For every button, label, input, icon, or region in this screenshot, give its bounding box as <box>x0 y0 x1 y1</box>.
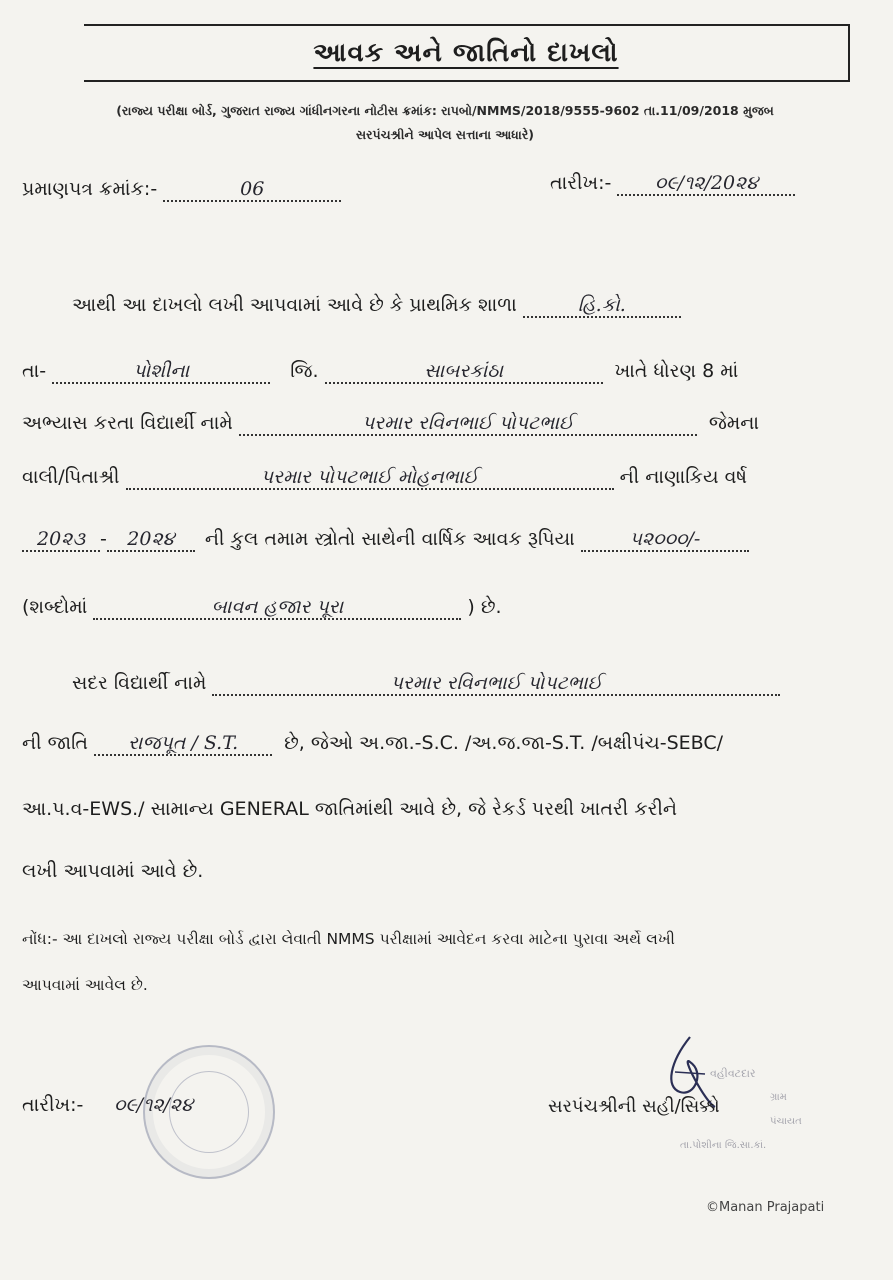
income-words-value: બાવન હજાર પૂરા <box>93 596 461 620</box>
body-line-4 <box>22 466 747 490</box>
certificate-number-value: 06 <box>163 178 341 202</box>
guardian-name-value: પરમાર પોપટભાઈ મોહનભાઈ <box>126 466 614 490</box>
body-line-3 <box>22 412 759 436</box>
certificate-date-label: તારીખ:- <box>550 172 612 194</box>
subtitle-line-2: સરપંચશ્રીને આપેલ સત્તાના આધારે) <box>355 127 535 142</box>
income-value: ૫૨૦૦૦/- <box>581 528 749 552</box>
body-line-10: લખી આપવામાં આવે છે. <box>22 860 204 882</box>
whose-text: જેમના <box>708 412 760 434</box>
body-line-9: આ.પ.વ-EWS./ સામાન્ય GENERAL જાતિમાંથી આવે છે, જે રેકર્ડ પરથી ખાતરી કરીને <box>22 798 678 820</box>
income-text: ની કુલ તમામ સ્ત્રોતો સાથેની વાર્ષિક આવક રૂપિયા <box>204 528 575 550</box>
sarpanch-signature-label: સરપંચશ્રીની સહી/સિક્કો <box>548 1096 720 1117</box>
year-from-value: 20૨૩ <box>22 528 100 552</box>
certificate-date-row <box>550 172 795 196</box>
certificate-number-label: પ્રમાણપત્ર ક્રમાંક:- <box>22 178 158 200</box>
body-line-2 <box>22 360 738 384</box>
district-value: સાબરકાંઠા <box>325 360 603 384</box>
caste-value: રાજપૂત / S.T. <box>94 732 272 756</box>
student-name-label: અભ્યાસ કરતા વિદ્યાર્થી નામે <box>22 412 233 434</box>
caste-label: ની જાતિ <box>22 732 89 754</box>
stamp-line-3: તા.પોશીના જિ.સા.કાં. <box>680 1140 767 1151</box>
income-words-label: (શબ્દોમાં <box>22 596 88 618</box>
copyright-text: ©Manan Prajapati <box>706 1200 825 1215</box>
body-line-7 <box>72 672 780 696</box>
body-line-6 <box>22 596 502 620</box>
caste-category-text: છે, જેઓ અ.જા.-S.C. /અ.જ.જા-S.T. /બક્ષીપંચ-SEBC/ <box>284 732 724 754</box>
certificate-number-row <box>22 178 341 202</box>
note-line-2: આપવામાં આવેલ છે. <box>22 976 148 994</box>
subtitle-line-1: (રાજ્ય પરીક્ષા બોર્ડ, ગુજરાત રાજ્ય ગાંધીનગરના નોટીસ ક્રમાંક: રાપબો/NMMS/2018/9555-9602 તા.11/09/2018 મુજબ <box>116 103 774 118</box>
district-label: જિ. <box>290 360 319 382</box>
title-box <box>84 24 850 82</box>
document-title: આવક અને જાતિનો દાખલો <box>313 37 619 68</box>
body-line-8 <box>22 732 723 756</box>
body-line-1 <box>72 294 681 318</box>
stamp-line-2: ગ્રામ પંચાયત <box>770 1092 802 1127</box>
footer-date-value: ૦૯/૧૨/૨૪ <box>113 1094 193 1116</box>
standard-text: ખાતે ધોરણ 8 માં <box>614 360 739 382</box>
year-to-value: 20૨૪ <box>107 528 195 552</box>
body-intro-text: આથી આ દાખલો લખી આપવામાં આવે છે કે પ્રાથમિક શાળા <box>72 294 517 316</box>
body-line-5: 20૨૩ - 20૨૪ ની કુલ તમામ સ્ત્રોતો સાથેની વાર્ષિક આવક રૂપિયા ૫૨૦૦૦/- <box>22 528 749 552</box>
student-name-label-2: સદર વિદ્યાર્થી નામે <box>72 672 207 694</box>
income-words-suffix: ) છે. <box>467 596 502 618</box>
certificate-date-value: ૦૯/૧૨/20૨૪ <box>617 172 795 196</box>
footer-date-row <box>22 1094 217 1116</box>
stamp-line-1: વહીવટદાર <box>710 1067 756 1080</box>
student-name-value: પરમાર રવિનભાઈ પોપટભાઈ <box>239 412 697 436</box>
taluka-value: પોશીના <box>52 360 270 384</box>
guardian-label: વાલી/પિતાશ્રી <box>22 466 120 488</box>
footer-date-label: તારીખ:- <box>22 1094 84 1116</box>
taluka-label: તા- <box>22 360 47 382</box>
student-name-value-2: પરમાર રવિનભાઈ પોપટભાઈ <box>212 672 780 696</box>
school-name-value: હિ.કો. <box>523 294 681 318</box>
financial-year-text: ની નાણાકિય વર્ષ <box>619 466 748 488</box>
note-line-1: નોંધ:- આ દાખલો રાજ્ય પરીક્ષા બોર્ડ દ્વારા લેવાતી NMMS પરીક્ષામાં આવેદન કરવા માટેના પુરાવા અર્થે લખી <box>22 930 675 948</box>
